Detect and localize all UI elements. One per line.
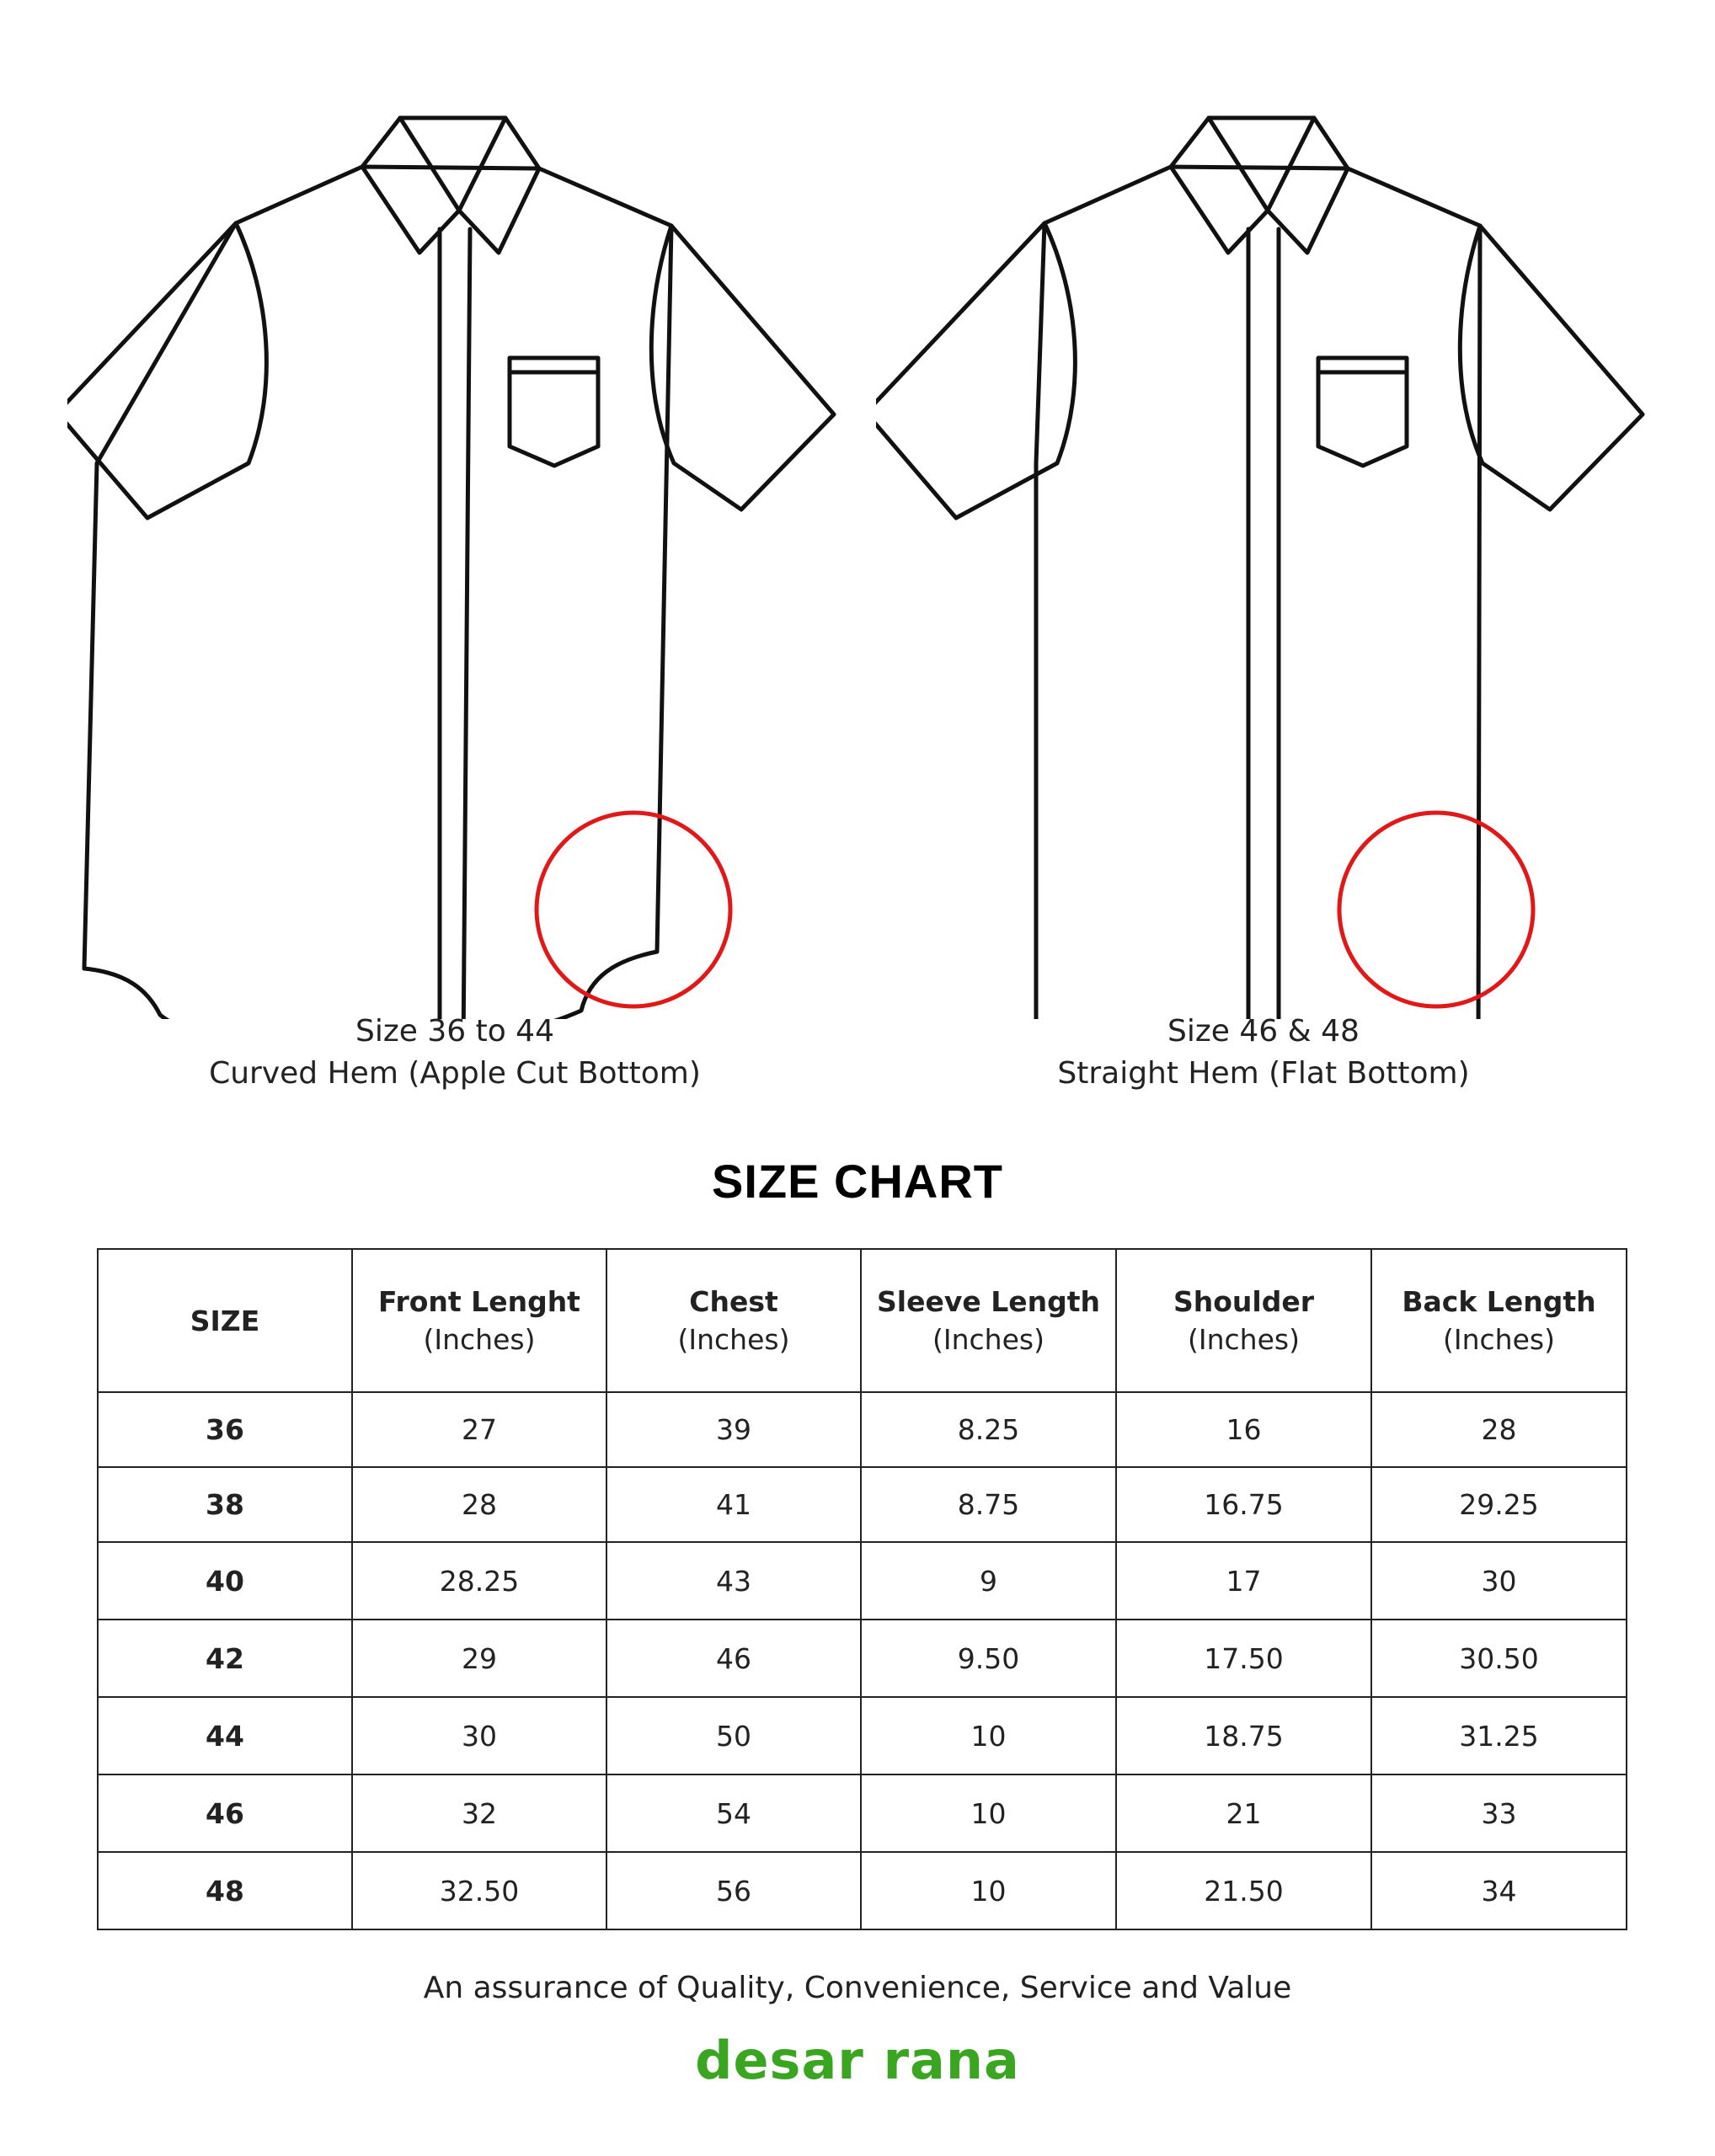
table-row bbox=[98, 1542, 1627, 1620]
shoulder-cell: 16 bbox=[1116, 1392, 1371, 1467]
chest-cell: 56 bbox=[606, 1852, 861, 1929]
caption-hem-type: Straight Hem (Flat Bottom) bbox=[1057, 1056, 1470, 1091]
back-length-cell: 31.25 bbox=[1371, 1697, 1627, 1774]
collar-band bbox=[1209, 118, 1314, 211]
sleeve-length-cell: 10 bbox=[861, 1774, 1116, 1852]
sleeve-length-cell: 10 bbox=[861, 1852, 1116, 1929]
front-length-cell: 29 bbox=[352, 1620, 606, 1697]
table-header-row bbox=[98, 1249, 1627, 1392]
shirt-illustration-curved-hem bbox=[67, 101, 851, 1019]
caption-size-range: Size 36 to 44 bbox=[355, 1014, 554, 1049]
sleeve-length-cell: 8.75 bbox=[861, 1467, 1116, 1542]
table-row bbox=[98, 1392, 1627, 1467]
caption-curved-hem bbox=[76, 1011, 834, 1095]
chest-cell: 50 bbox=[606, 1697, 861, 1774]
table-row bbox=[98, 1620, 1627, 1697]
chest-cell: 41 bbox=[606, 1467, 861, 1542]
header-size: SIZE bbox=[98, 1249, 352, 1392]
table-row bbox=[98, 1852, 1627, 1929]
collar bbox=[362, 118, 539, 253]
size-cell: 48 bbox=[98, 1852, 352, 1929]
size-cell: 42 bbox=[98, 1620, 352, 1697]
placket bbox=[1248, 229, 1279, 1019]
sleeve-length-cell: 9 bbox=[861, 1542, 1116, 1620]
front-length-cell: 30 bbox=[352, 1697, 606, 1774]
sleeve-length-cell: 9.50 bbox=[861, 1620, 1116, 1697]
hem-highlight-circle bbox=[537, 813, 730, 1006]
header-back-length: Back Length (Inches) bbox=[1371, 1249, 1627, 1392]
curved-hem-shirt-drawing bbox=[67, 101, 851, 1019]
table-row bbox=[98, 1774, 1627, 1852]
size-chart-title: SIZE CHART bbox=[712, 1155, 1003, 1208]
shoulder-cell: 21.50 bbox=[1116, 1852, 1371, 1929]
header-shoulder: Shoulder (Inches) bbox=[1116, 1249, 1371, 1392]
front-length-cell: 32.50 bbox=[352, 1852, 606, 1929]
shirt-body-outline bbox=[1036, 167, 1480, 1019]
left-sleeve bbox=[876, 223, 1075, 518]
placket bbox=[440, 229, 470, 1019]
sleeve-length-cell: 10 bbox=[861, 1697, 1116, 1774]
shoulder-cell: 18.75 bbox=[1116, 1697, 1371, 1774]
size-chart-table bbox=[97, 1248, 1627, 1930]
tagline: An assurance of Quality, Convenience, Service and Value bbox=[423, 1971, 1292, 2005]
back-length-cell: 30.50 bbox=[1371, 1620, 1627, 1697]
front-length-cell: 28 bbox=[352, 1467, 606, 1542]
shoulder-cell: 21 bbox=[1116, 1774, 1371, 1852]
back-length-cell: 28 bbox=[1371, 1392, 1627, 1467]
pocket bbox=[510, 358, 598, 466]
straight-hem-shirt-drawing bbox=[876, 101, 1659, 1019]
back-length-cell: 33 bbox=[1371, 1774, 1627, 1852]
collar-band bbox=[400, 118, 505, 211]
caption-size-range: Size 46 & 48 bbox=[1167, 1014, 1360, 1049]
shirt-illustration-straight-hem bbox=[876, 101, 1659, 1019]
right-sleeve bbox=[1460, 226, 1643, 510]
header-sleeve-length: Sleeve Length (Inches) bbox=[861, 1249, 1116, 1392]
shoulder-cell: 17.50 bbox=[1116, 1620, 1371, 1697]
hem-highlight-circle bbox=[1339, 813, 1533, 1006]
brand-logo: desar rana bbox=[695, 2030, 1020, 2091]
chest-cell: 54 bbox=[606, 1774, 861, 1852]
front-length-cell: 32 bbox=[352, 1774, 606, 1852]
size-cell: 36 bbox=[98, 1392, 352, 1467]
caption-hem-type: Curved Hem (Apple Cut Bottom) bbox=[209, 1056, 701, 1091]
size-cell: 44 bbox=[98, 1697, 352, 1774]
back-length-cell: 29.25 bbox=[1371, 1467, 1627, 1542]
size-cell: 40 bbox=[98, 1542, 352, 1620]
shoulder-cell: 17 bbox=[1116, 1542, 1371, 1620]
size-cell: 46 bbox=[98, 1774, 352, 1852]
chest-cell: 39 bbox=[606, 1392, 861, 1467]
front-length-cell: 27 bbox=[352, 1392, 606, 1467]
right-sleeve bbox=[651, 226, 834, 510]
table-row bbox=[98, 1697, 1627, 1774]
pocket bbox=[1318, 358, 1407, 466]
chest-cell: 46 bbox=[606, 1620, 861, 1697]
header-chest: Chest (Inches) bbox=[606, 1249, 861, 1392]
size-cell: 38 bbox=[98, 1467, 352, 1542]
shoulder-cell: 16.75 bbox=[1116, 1467, 1371, 1542]
chest-cell: 43 bbox=[606, 1542, 861, 1620]
table-row bbox=[98, 1467, 1627, 1542]
shirt-body-outline bbox=[84, 167, 671, 1019]
caption-straight-hem bbox=[884, 1011, 1643, 1095]
back-length-cell: 30 bbox=[1371, 1542, 1627, 1620]
header-front-length: Front Lenght (Inches) bbox=[352, 1249, 606, 1392]
collar bbox=[1171, 118, 1348, 253]
front-length-cell: 28.25 bbox=[352, 1542, 606, 1620]
back-length-cell: 34 bbox=[1371, 1852, 1627, 1929]
sleeve-length-cell: 8.25 bbox=[861, 1392, 1116, 1467]
